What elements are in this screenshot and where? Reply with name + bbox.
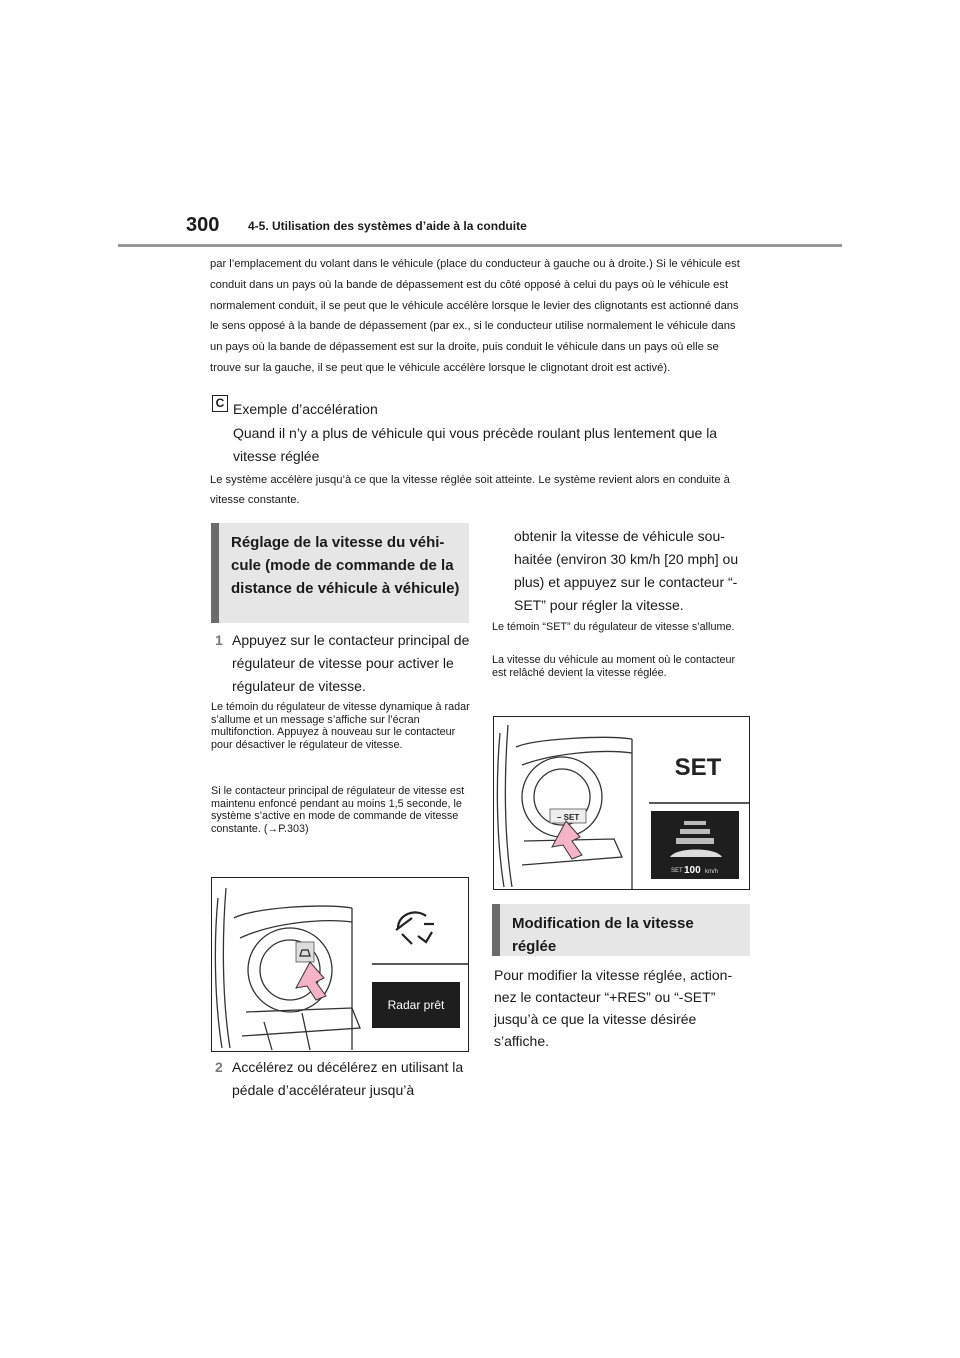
note-long-press: Si le contacteur principal de régulateur de vitesse est maintenu enfoncé pendant au moins 1,5 seconde, le système s’active en mode de commande de vitesse constante. (→P.303) — [211, 785, 465, 835]
note-set-indicator: Le témoin “SET” du régulateur de vitesse s’allume. — [492, 621, 735, 633]
cruise-indicator-icon — [396, 912, 434, 944]
display-speed-value: 100 — [684, 865, 701, 876]
example-note: Le système accélère jusqu’à ce que la vitesse réglée soit atteinte. Le système revient alors en conduite à vitesse constante. — [210, 474, 730, 506]
set-switch-illustration — [494, 717, 749, 889]
display-set-small: SET — [671, 868, 683, 874]
step-2-continued: obtenir la vitesse de véhicule souhaitée (environ 30 km/h [20 mph] ou plus) et appuyez sur le contacteur “-SET” pour régler la vitesse. — [514, 528, 739, 613]
example-heading: Exemple d’accélération — [233, 401, 378, 417]
set-button-label: − SET — [556, 813, 580, 822]
section-heading-modify: Modification de la vitesse réglée — [492, 904, 750, 956]
example-marker: C — [212, 395, 228, 412]
header-rule — [118, 244, 842, 247]
set-indicator-label: SET — [674, 754, 722, 781]
note-set-speed: La vitesse du véhicule au moment où le contacteur est relâché devient la vitesse réglée. — [492, 654, 736, 679]
step-1 — [215, 629, 472, 698]
steering-wheel-illustration — [212, 878, 468, 1051]
page-number: 300 — [186, 214, 220, 236]
example-description: Quand il n’y a plus de véhicule qui vous précède roulant plus lentement que la vitesse réglée — [233, 425, 718, 464]
figure-set-switch — [493, 716, 750, 890]
section-title: 4-5. Utilisation des systèmes d’aide à la conduite — [248, 219, 527, 233]
step-1-text: Appuyez sur le contacteur principal de régulateur de vitesse pour activer le régulateur de vitesse. — [232, 632, 470, 694]
main-switch-button — [296, 942, 314, 962]
figure-main-switch — [211, 877, 469, 1052]
intro-paragraph: par l’emplacement du volant dans le véhicule (place du conducteur à gauche ou à droite.) Si le véhicule est conduit dans un pays où la bande de dépassement est du côté opposé à celui du pays où le véhicule est normalement conduit, il se peut que le véhicule accélère lorsque le levier des clignotants est actionné dans le sens opposé à la bande de dépassement (par ex., si le conducteur utilise normalement le véhicule dans un pays où la bande de dépassement est sur la droite, puis conduit le véhicule dans un pays où elle se trouve sur la gauche, il se peut que le véhicule accélère lorsque le clignotant droit est activé). — [210, 258, 740, 374]
section-heading-setting: Réglage de la vitesse du véhicule (mode de commande de la distance de véhicule à véhicule) — [211, 523, 469, 623]
press-arrow-icon — [296, 962, 326, 1000]
step-2-number: 2 — [215, 1059, 223, 1075]
display-radar-ready-text: Radar prêt — [387, 998, 445, 1012]
step-2 — [215, 1056, 472, 1102]
display-speed-unit: km/h — [705, 869, 719, 875]
modify-paragraph: Pour modifier la vitesse réglée, actionnez le contacteur “+RES” ou “-SET” jusqu’à ce que la vitesse désirée s’affiche. — [494, 967, 733, 1049]
step-1-number: 1 — [215, 632, 223, 648]
step-2-text: Accélérez ou décélérez en utilisant la pédale d’accélérateur jusqu’à — [232, 1059, 464, 1098]
note-indicator: Le témoin du régulateur de vitesse dynamique à radar s’allume et un message s’affiche sur l’écran multifonction. Appuyez à nouveau sur le contacteur pour désactiver le régulateur de vitesse. — [211, 701, 470, 751]
